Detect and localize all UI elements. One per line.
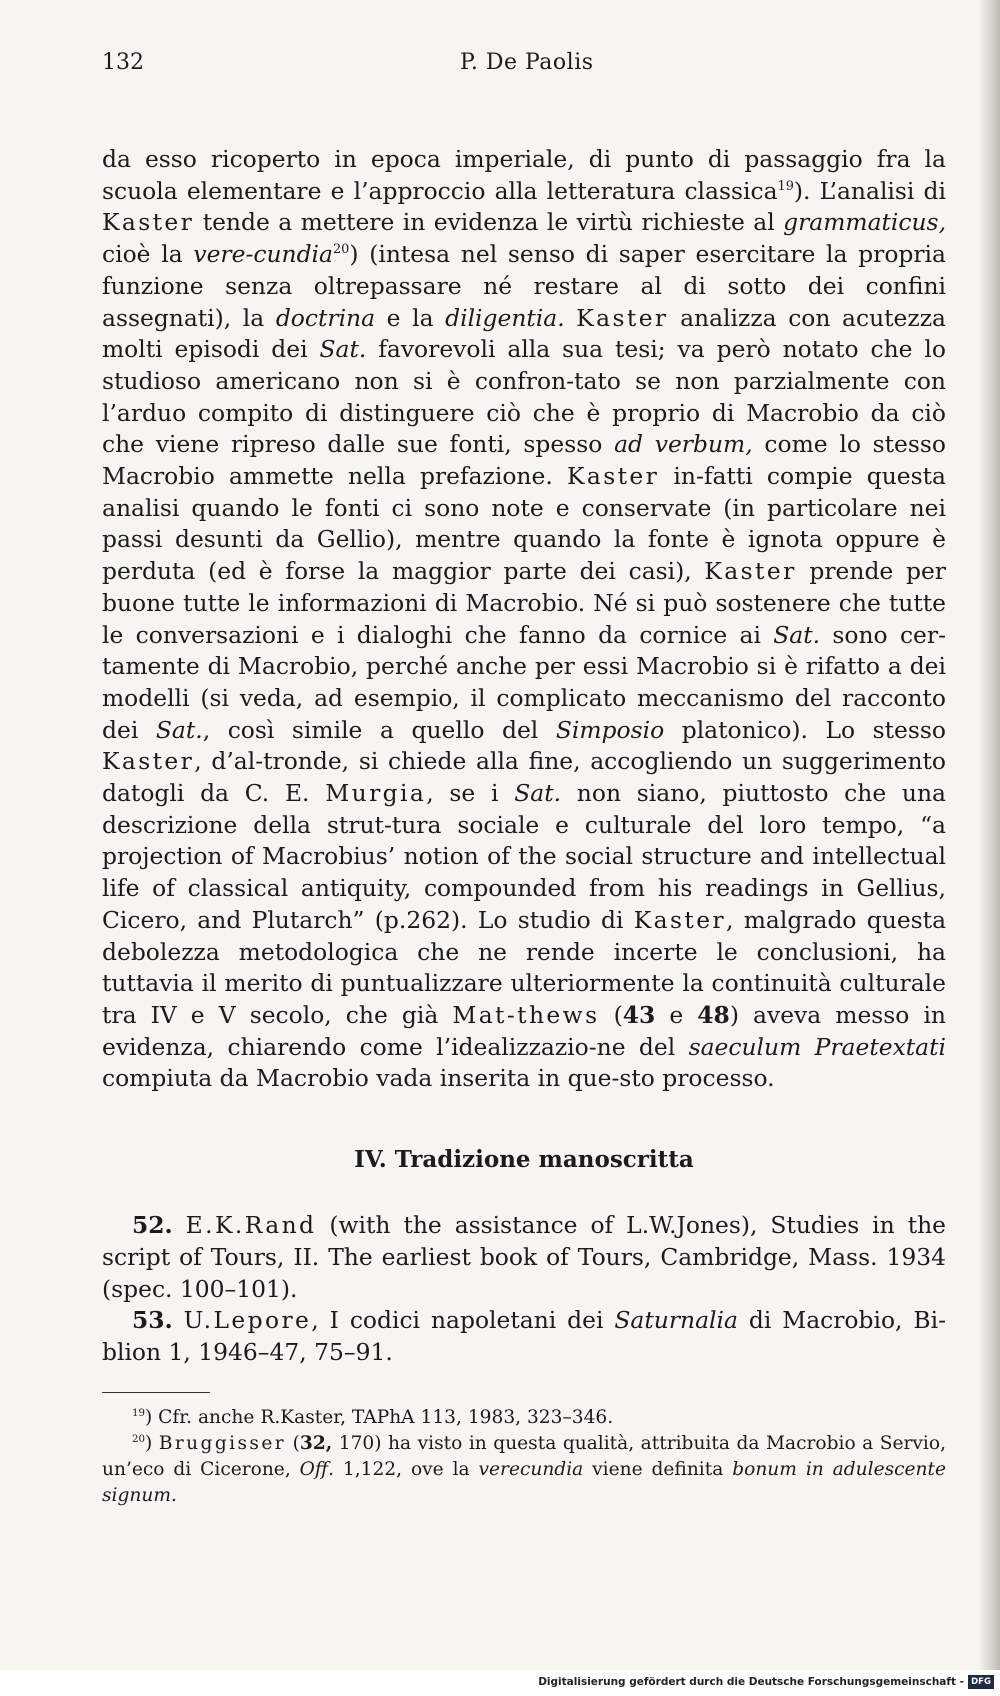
footnote-20: $^{20}$) Bruggisser (32, 170) ha visto in questa qualità, attribuita da Macrobio a Servio, un’eco di Cicerone, Off. 1,122, ove la verecundia viene definita bonum in adulescente signum. [102,1432,946,1506]
footnote-19: $^{19}$) Cfr. anche R.Kaster, TAPhA 113, 1983, 323–346. [132,1406,614,1428]
footnote-ref-20[interactable]: 20 [333,242,350,258]
page-edge-shadow [978,0,1000,1670]
cross-reference: 43 [622,1000,656,1029]
footnote-ref-19[interactable]: 19 [777,178,794,194]
running-head-author: P. De Paolis [460,50,594,75]
section-heading: IV. Tradizione manoscritta [354,1146,694,1174]
body-paragraph: da esso ricoperto in epoca imperiale, di punto di passaggio fra la scuola elementare e l’approccio alla letteratura classica$^{19}$). L’analisi di Kaster tende a mettere in evidenza le virtù richieste al grammaticus, cioè la vere-cundia$^{20}$) (intesa nel senso di saper esercitare la propria funzione senza oltrepassare né restare al di sotto dei confini assegnati), la doctrina e la diligentia. Kaster analizza con acutezza molti episodi dei Sat. favorevoli alla sua tesi; va però notato che lo studioso americano non si è confron-tato se non parzialmente con l’arduo compito di distinguere ciò che è proprio di Macrobio da ciò che viene ripreso dalle sue fonti, spesso ad verbum, come lo stesso Macrobio ammette nella prefazione. Kaster in-fatti compie questa analisi quando le fonti ci sono note e conservate (in particolare nei passi desunti da Gellio), mentre quando la fonte è ignota oppure è perduta (ed è forse la maggior parte dei casi), Kaster prende per buone tutte le informazioni di Macrobio. Né si può sostenere che tutte le conversazioni e i dialoghi che fanno da cornice ai Sat. sono cer-tamente di Macrobio, perché anche per essi Macrobio si è rifatto a dei modelli (si veda, ad esempio, il complicato meccanismo del racconto dei Sat., così simile a quello del Simposio platonico). Lo stesso Kaster, d’al-tronde, si chiede alla fine, accogliendo un suggerimento datogli da C. E. Murgia, se i Sat. non siano, piuttosto che una descrizione della strut-tura sociale e culturale del loro tempo, “a projection of Macrobius’ notion of the social structure and intellectual life of classical antiquity, compounded from his readings in Gellius, Cicero, and Plutarch” (p.262). Lo studio di Kaster, malgrado questa debolezza metodologica che ne rende incerte le conclusioni, ha tuttavia il merito di puntualizzare ulteriormente la continuità culturale tra IV e V secolo, che già Mat-thews (43 e 48) aveva messo in evidenza, chiarendo come l’idealizzazio-ne del saeculum Praetextati compiuta da Macrobio vada inserita in que-sto processo. [102,145,947,1093]
dfg-logo-icon[interactable]: DFG [968,1675,994,1689]
footnote-divider [102,1392,210,1393]
page-content [102,38,946,1509]
digitization-footer [0,1670,1000,1696]
page-number: 132 [102,50,144,75]
author-name: Kaster [102,208,195,237]
bibliography-entry-52: 52. E.K.Rand (with the assistance of L.W.Jones), Studies in the script of Tours, II. The earliest book of Tours, Cambridge, Mass. 1934 (spec. 100–101). [102,1211,946,1303]
digitization-credit: Digitalisierung gefördert durch die Deutsche Forschungsgemeinschaft - [538,1676,964,1688]
running-head [102,38,946,82]
cross-reference: 48 [697,1000,730,1029]
bibliography-entry-53: 53. U.Lepore, I codici napoletani dei Saturnalia di Macrobio, Bi-blion 1, 1946–47, 75–91. [102,1306,946,1366]
